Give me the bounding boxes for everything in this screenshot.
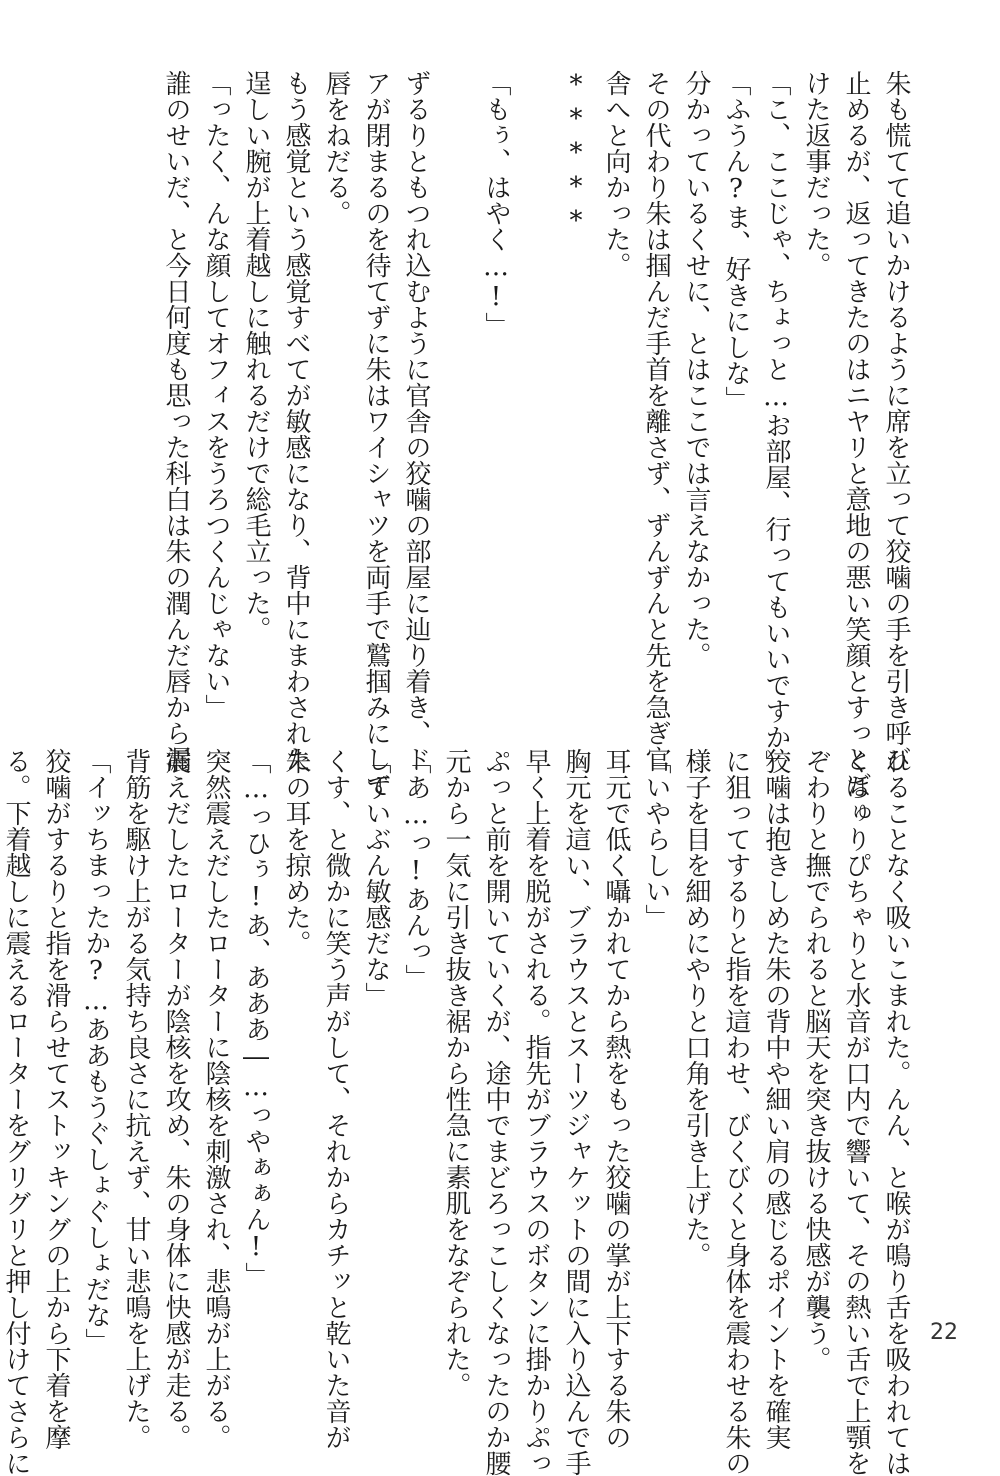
text-line: 朱も慌てて追いかけるように席を立って狡噛の手を引き呼び <box>881 70 911 772</box>
text-line: 舎へと向かった。 <box>601 70 631 278</box>
text-line: 止めるが、返ってきたのはニヤリと意地の悪い笑顔とすっとぼ <box>841 70 871 798</box>
text-line: アが閉まるのを待てずに朱はワイシャツを両手で鷲掴みにして <box>361 70 391 798</box>
text-line: 唇をねだる。 <box>321 70 351 226</box>
text-line: 「ったく、んな顔してオフィスをうろつくんじゃない」 <box>201 70 231 720</box>
text-line: 誰のせいだ、と今日何度も思った科白は朱の潤んだ唇から漏 <box>161 70 191 772</box>
text-line: くちゅりぴちゃりと水音が口内で響いて、その熱い舌で上顎を <box>841 748 871 1476</box>
text-line: ずるりともつれ込むように官舎の狡噛の部屋に辿り着き、ド <box>401 70 431 772</box>
text-line: 背筋を駆け上がる気持ち良さに抗えず、甘い悲鳴を上げた。 <box>121 748 151 1450</box>
page-number: 22 <box>930 1320 958 1345</box>
upper-text-block <box>116 70 916 798</box>
text-line: 突然震えだしたローターに陰核を刺激され、悲鳴が上がる。 <box>201 748 231 1450</box>
text-line: 分かっているくせに、とはここでは言えなかった。 <box>681 70 711 668</box>
text-line: る。下着越しに震えるローターをグリグリと押し付けてさらに <box>1 748 31 1476</box>
text-line: 朱の耳を掠めた。 <box>281 748 311 956</box>
text-line: 「あ…っ!あんっ」 <box>401 748 431 990</box>
scene-break: ***** <box>561 70 591 240</box>
text-line: 胸元を這い、ブラウスとスーツジャケットの間に入り込んで手 <box>561 748 591 1476</box>
text-line: 「イッちまったか?…ああもうぐしょぐしょだな」 <box>81 748 111 1354</box>
text-line: ぞわりと撫でられると脳天を突き抜ける快感が襲う。 <box>801 748 831 1372</box>
text-line: けた返事だった。 <box>801 70 831 278</box>
text-line: れることなく吸いこまれた。んん、と喉が鳴り舌を吸われては <box>881 748 911 1476</box>
text-line: 「いやらしい」 <box>641 748 671 930</box>
text-line: 狡噛は抱きしめた朱の背中や細い肩の感じるポイントを確実 <box>761 748 791 1450</box>
text-line: 震えだしたローターが陰核を攻め、朱の身体に快感が走る。 <box>161 748 191 1450</box>
text-line: 「もぅ、はやく…!」 <box>481 70 511 338</box>
lower-text-block <box>1 748 916 1476</box>
text-line: くす、と微かに笑う声がして、それからカチッと乾いた音が <box>321 748 351 1450</box>
text-line: 逞しい腕が上着越しに触れるだけで総毛立った。 <box>241 70 271 642</box>
text-line: 早く上着を脱がされる。指先がブラウスのボタンに掛かりぷっ <box>521 748 551 1476</box>
text-line: に狙ってするりと指を這わせ、びくびくと身体を震わせる朱の <box>721 748 751 1476</box>
text-line: もう感覚という感覚すべてが敏感になり、背中にまわされた <box>281 70 311 772</box>
text-line: 狡噛がするりと指を滑らせてストッキングの上から下着を摩 <box>41 748 71 1450</box>
text-line: 「こ、ここじゃ、ちょっと…お部屋、行ってもいいですか」 <box>761 70 791 776</box>
text-line: 元から一気に引き抜き裾から性急に素肌をなぞられた。 <box>441 748 471 1398</box>
text-line: ぷっと前を開いていくが、途中でまどろっこしくなったのか腰 <box>481 748 511 1476</box>
text-line: 様子を目を細めにやりと口角を引き上げた。 <box>681 748 711 1268</box>
text-line: 「…っひぅ!あ、あああ―…っやぁぁん!」 <box>241 748 271 1288</box>
text-line: 耳元で低く囁かれてから熱をもった狡噛の掌が上下する朱の <box>601 748 631 1450</box>
text-line: 「ふうん?ま、好きにしな」 <box>721 70 751 412</box>
text-line: 「ずいぶん敏感だな」 <box>361 748 391 1008</box>
text-line: その代わり朱は掴んだ手首を離さず、ずんずんと先を急ぎ官 <box>641 70 671 772</box>
